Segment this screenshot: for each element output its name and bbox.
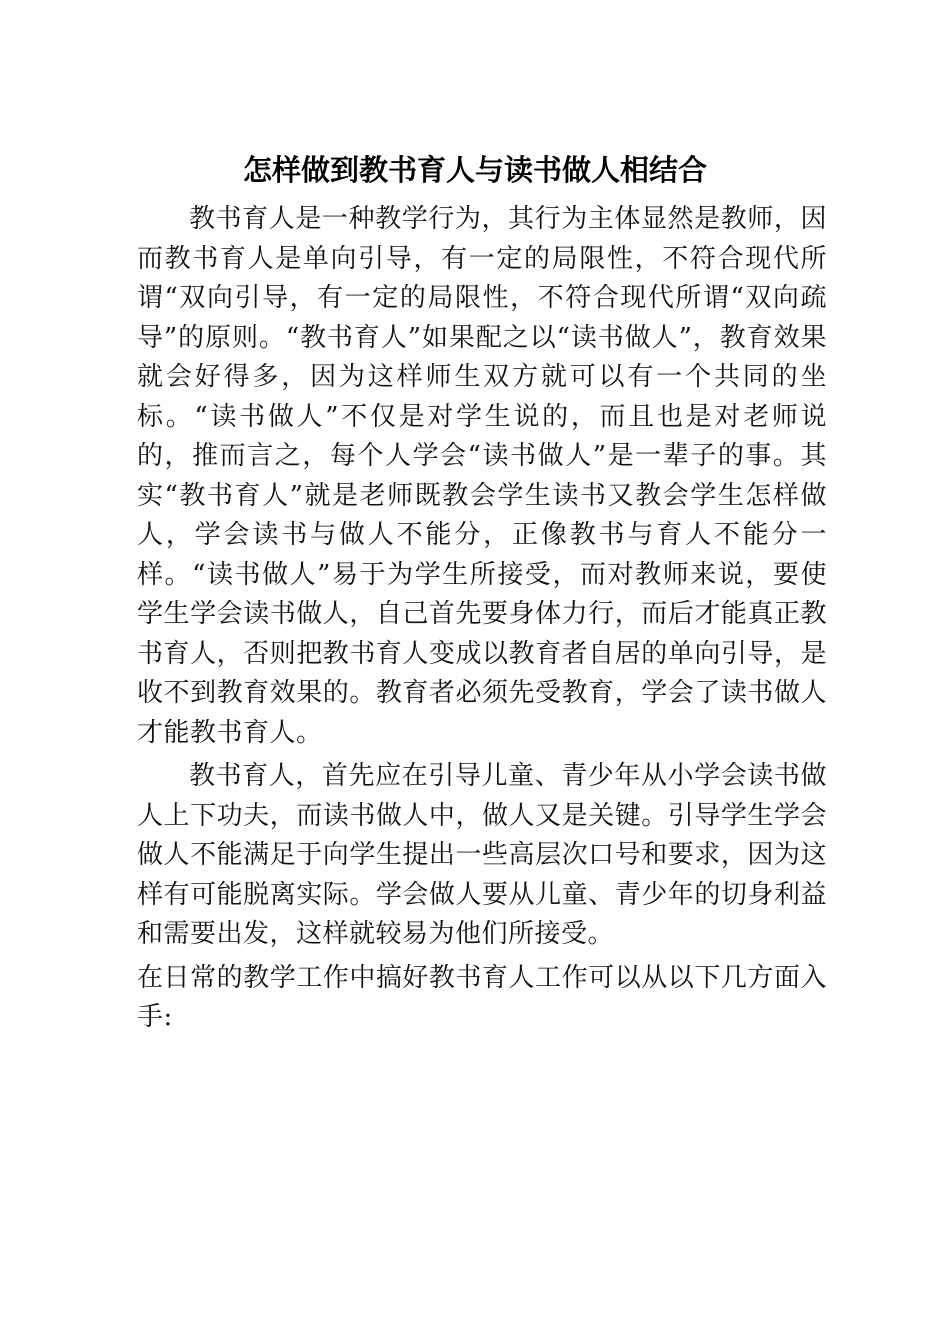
paragraph-3: 在日常的教学工作中搞好教书育人工作可以从以下几方面入手: — [137, 962, 827, 1032]
document-title: 怎样做到教书育人与读书做人相结合 — [242, 153, 707, 187]
paragraph-2: 教书育人，首先应在引导儿童、青少年从小学会读书做人上下功夫，而读书做人中，做人又是关键。引导学生学会做人不能满足于向学生提出一些高层次口号和要求，因为这样有可能脱离实际。学会做人要从儿童、青少年的切身利益和需要出发，这样就较易为他们所接受。 — [137, 761, 827, 949]
document-body — [137, 200, 827, 1038]
paragraph-1: 教书育人是一种教学行为，其行为主体显然是教师，因而教书育人是单向引导，有一定的局限性，不符合现代所谓“双向引导，有一定的局限性，不符合现代所谓“双向疏导”的原则。“教书育人”如果配之以“读书做人”，教育效果就会好得多，因为这样师生双方就可以有一个共同的坐标。“读书做人”不仅是对学生说的，而且也是对老师说的，推而言之，每个人学会“读书做人”是一辈子的事。其实“教书育人”就是老师既教会学生读书又教会学生怎样做人，学会读书与做人不能分，正像教书与育人不能分一样。“读书做人”易于为学生所接受，而对教师来说，要使学生学会读书做人，自己首先要身体力行，而后才能真正教书育人，否则把教书育人变成以教育者自居的单向引导，是收不到教育效果的。教育者必须先受教育，学会了读书做人才能教书育人。 — [137, 204, 827, 748]
